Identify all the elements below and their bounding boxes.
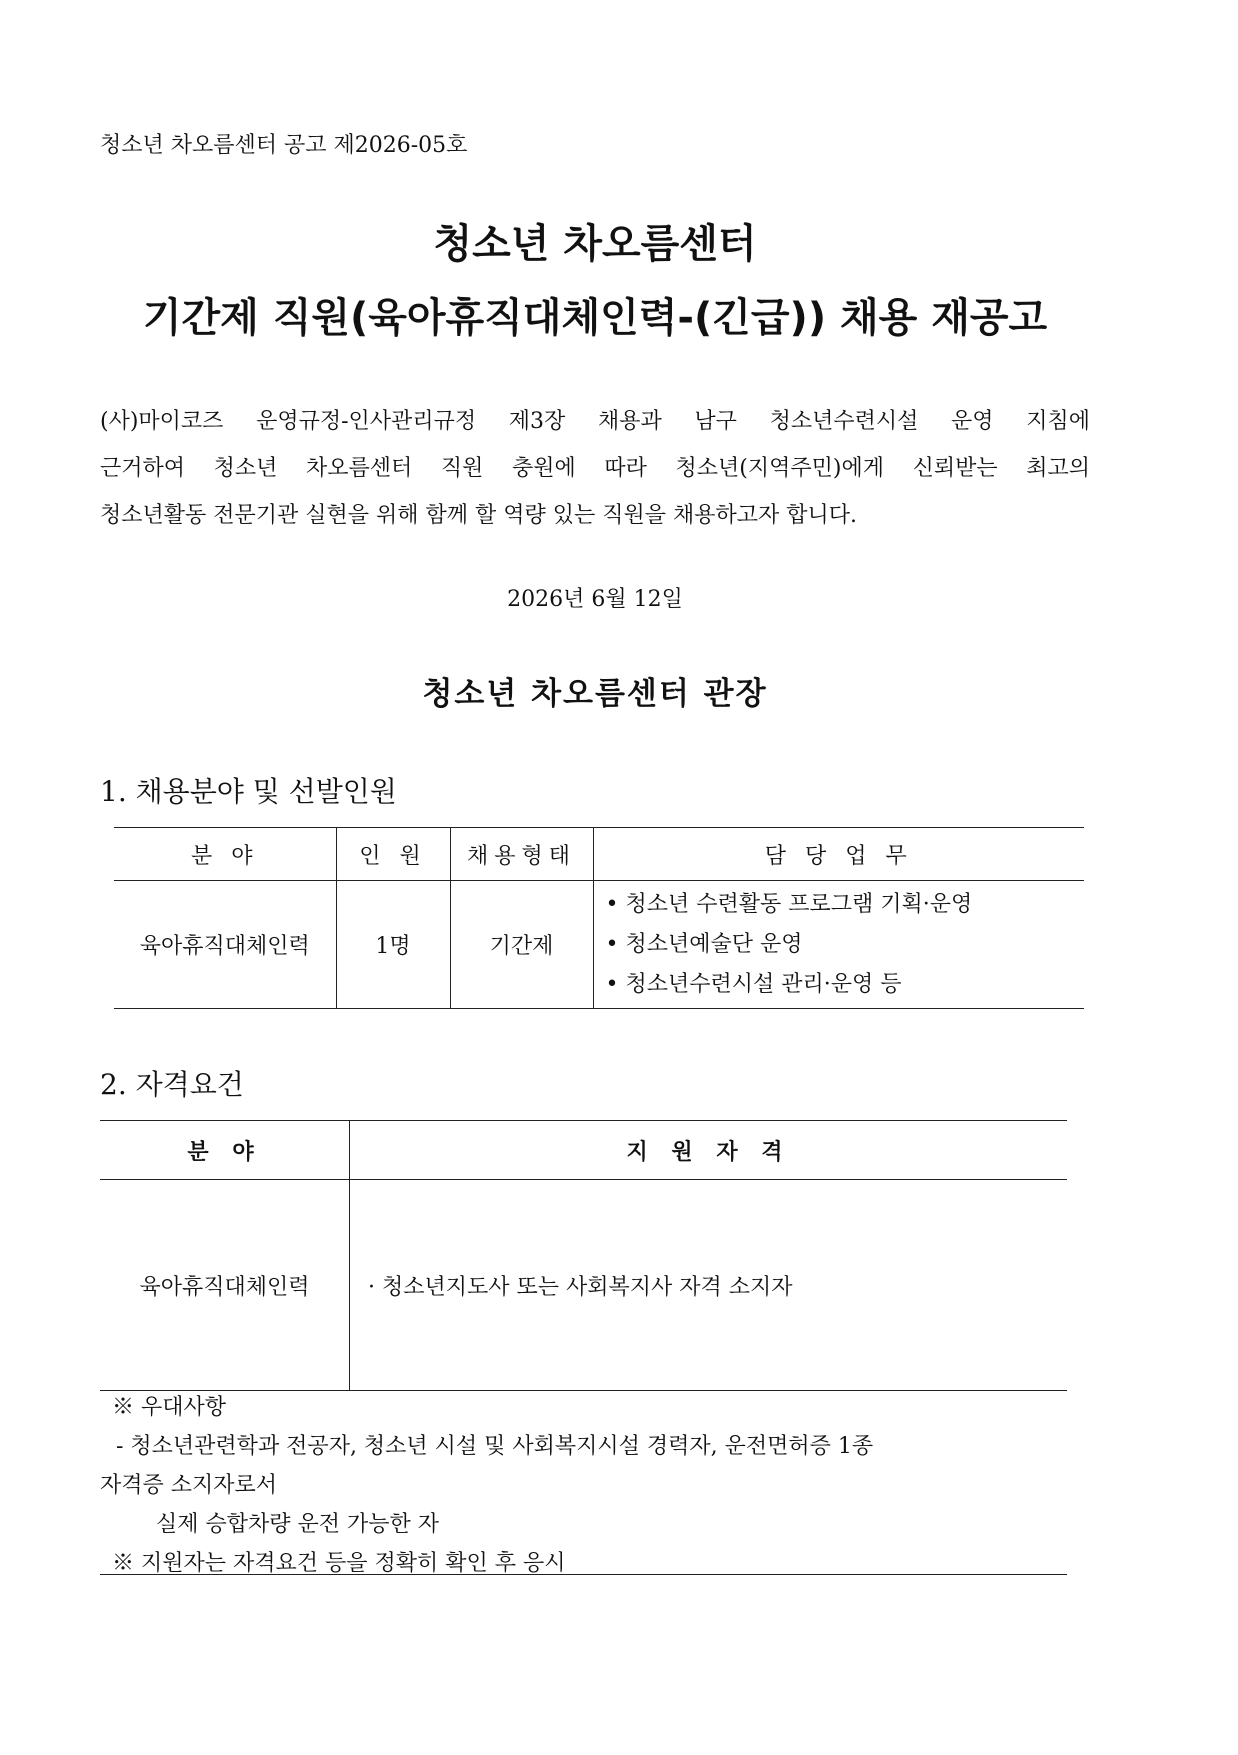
intro-line: 근거하여 청소년 차오름센터 직원 충원에 따라 청소년(지역주민)에게 신뢰받는 최고의 — [100, 456, 1090, 481]
header-qualification: 지 원 자 격 — [350, 1121, 1068, 1180]
intro-paragraph — [100, 398, 1090, 539]
preference-line: - 청소년관련학과 전공자, 청소년 시설 및 사회복지시설 경력자, 운전면허증 1종 — [116, 1434, 874, 1459]
notice-date: 2026년 6월 12일 — [507, 587, 683, 612]
section-1-heading: 1. 채용분야 및 선발인원 — [100, 775, 397, 808]
table-header-row — [114, 828, 1084, 881]
notes-bottom-rule — [100, 1574, 1067, 1575]
header-duties: 담 당 업 무 — [593, 828, 1084, 881]
cell-field: 육아휴직대체인력 — [139, 1274, 310, 1300]
intro-line: 청소년활동 전문기관 실현을 위해 함께 할 역량 있는 직원을 채용하고자 합니다. — [100, 503, 857, 528]
table-row — [114, 881, 1084, 1009]
notice-number: 청소년 차오름센터 공고 제2026-05호 — [100, 133, 468, 158]
cell-duties — [593, 881, 1084, 1009]
header-field: 분 야 — [187, 1138, 262, 1165]
notes-block — [100, 1388, 1067, 1583]
table-header-row — [100, 1121, 1067, 1180]
header-count: 인 원 — [336, 828, 450, 881]
section-2-heading: 2. 자격요건 — [100, 1068, 244, 1101]
qualification-table — [100, 1120, 1067, 1391]
title-line-1: 청소년 차오름센터 — [433, 221, 757, 267]
cell-qualification: · 청소년지도사 또는 사회복지사 자격 소지자 — [350, 1180, 1068, 1391]
duty-item: • 청소년예술단 운영 — [605, 931, 803, 957]
preference-title: ※ 우대사항 — [112, 1395, 227, 1420]
duty-item: • 청소년 수련활동 프로그램 기획·운영 — [605, 891, 973, 917]
issuer: 청소년 차오름센터 관장 — [422, 676, 768, 712]
preference-line: 자격증 소지자로서 — [100, 1473, 278, 1498]
header-employment-type: 채용형태 — [450, 828, 593, 881]
table-row — [100, 1180, 1067, 1391]
duty-item: • 청소년수련시설 관리·운영 등 — [605, 971, 902, 997]
recruitment-table — [114, 827, 1084, 1009]
cell-count: 1명 — [336, 881, 450, 1009]
cell-employment-type: 기간제 — [450, 881, 593, 1009]
cell-field: 육아휴직대체인력 — [114, 881, 336, 1009]
intro-line: (사)마이코즈 운영규정-인사관리규정 제3장 채용과 남구 청소년수련시설 운영 지침에 — [100, 409, 1090, 434]
title-line-2: 기간제 직원(육아휴직대체인력-(긴급)) 채용 재공고 — [142, 295, 1048, 341]
applicant-note: ※ 지원자는 자격요건 등을 정확히 확인 후 응시 — [112, 1551, 566, 1576]
header-field: 분 야 — [114, 828, 336, 881]
preference-line: 실제 승합차량 운전 가능한 자 — [156, 1512, 439, 1537]
